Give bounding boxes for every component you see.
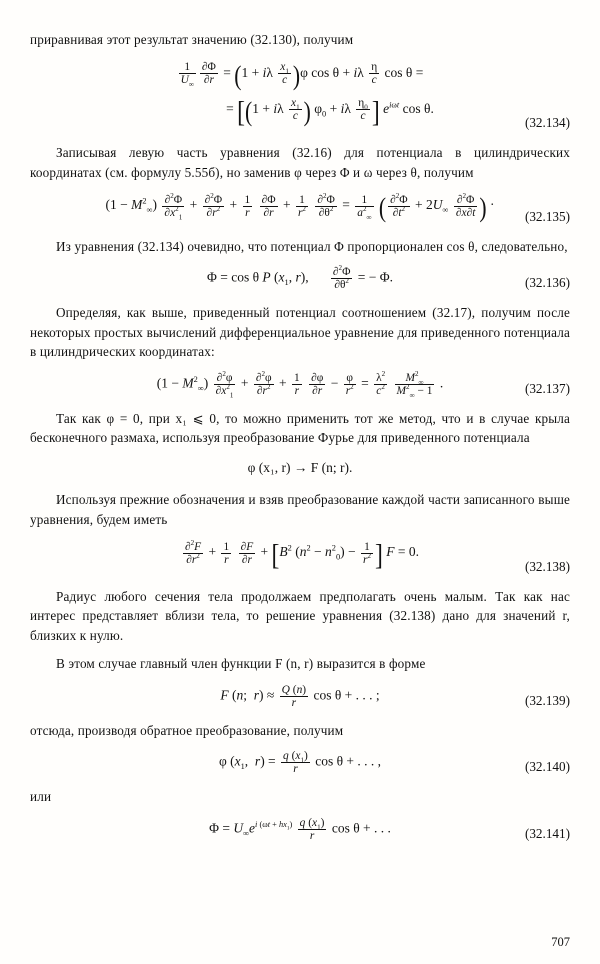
equation-32-140 (30, 750, 570, 775)
equation-32-139-number: (32.139) (524, 692, 570, 708)
equation-32-135-number: (32.135) (524, 208, 570, 224)
page-number: 707 (551, 935, 570, 949)
equation-32-137-body: $(1 - M^2_\infty)$ $\frac{\partial^2\varphi}{\partial x^2_1}$ + $\frac{\partial^2\varphi}{\partial r^2}$ + $\frac{1}{r}$ $\frac{\partial\varphi}{\partial r}$ − $\frac{\varphi}{r^2}$ = $\frac{\lambda^2}{c^2}$ $\frac{M^2_\infty}{M^2_\infty - 1}$ . (156, 370, 444, 400)
equation-32-134-body (30, 60, 570, 132)
equation-32-140-number: (32.140) (524, 759, 570, 775)
equation-32-137 (30, 370, 570, 400)
paragraph-6: Используя прежние обозначения и взяв преобразование каждой части записанного выше уравнения, будем иметь (30, 492, 570, 527)
paragraph-4: Определяя, как выше, приведенный потенциал соотношением (32.17), получим после некоторых простых вычислений дифференциальное уравнение для приведенного потенциала в цилиндрических координатах: (30, 305, 570, 360)
equation-32-134-number: (32.134) (524, 115, 570, 131)
equation-32-141-number: (32.141) (524, 825, 570, 841)
equation-fourier-transform-body: φ (x₁, r) → F (n; r). (247, 459, 353, 475)
equation-32-136 (30, 266, 570, 291)
equation-32-139 (30, 684, 570, 709)
equation-32-140-body: φ ($x_1$, r) = $\frac{q (x_1)}{r}$ cos θ + . . . , (218, 750, 382, 776)
paragraph-2: Записывая левую часть уравнения (32.16) для потенциала в цилиндрических координатах (см. формулу 5.55б), но заменив φ через Φ и ω через θ, получим (30, 145, 570, 180)
equation-32-138 (30, 539, 570, 574)
paragraph-7: Радиус любого сечения тела продолжаем предполагать очень малым. Так как нас интерес представляет вблизи тела, то решение уравнения (32.138) дано для значений r, близких к нулю. (30, 588, 570, 643)
paragraph-1: приравнивая этот результат значению (32.130), получим (30, 32, 354, 47)
equation-32-135-body: $(1 - M^2_\infty)$ $\frac{\partial^2\Phi}{\partial x^2_1}$ + $\frac{\partial^2\Phi}{\partial r^2}$ + $\frac{1}{r}$ $\frac{\partial\Phi}{\partial r}$ + $\frac{1}{r^2}$ $\frac{\partial^2\Phi}{\partial\theta^2}$ = $\frac{1}{a^2_\infty}$ ( $\frac{\partial^2\Phi}{\partial t^2}$ + $2U_\infty$ $\frac{\partial^2\Phi}{\partial x\partial t}$ ) · (105, 192, 495, 224)
equation-32-136-body: Φ = cos θ P ($x_1$, r), $\frac{\partial^2\Phi}{\partial\theta^2}$ = − Φ. (206, 264, 394, 292)
equation-32-139-body: F (n; r) ≈ $\frac{Q (n)}{r}$ cos θ + . . . ; (220, 683, 380, 709)
paragraph-9: отсюда, производя обратное преобразование, получим (30, 722, 344, 738)
equation-32-137-number: (32.137) (524, 380, 570, 396)
equation-32-141 (30, 817, 570, 842)
paragraph-3: Из уравнения (32.134) очевидно, что потенциал Φ пропорционален cos θ, следовательно, (56, 238, 568, 254)
equation-32-141-body: $\Phi = U_\infty e^{i (\omega t + hx_1)}$ $\frac{q (x_1)}{r}$ cos θ + . . . (209, 816, 391, 842)
equation-32-134-line-2: = [(1 + iλ $\frac{x_1}{c}$ ) $\varphi_0 + i\lambda$ $\frac{\eta_0}{c}$ ] $e^{i\omega t}$ cos θ. (226, 96, 434, 130)
paragraph-8: В этом случае главный член функции F (n, r) выразится в форме (56, 656, 426, 672)
equation-32-135 (30, 192, 570, 224)
paragraph-5: Так как φ = 0, при x₁ ⩽ 0, то можно применить тот же метод, что и в случае крыла бесконечного размаха, используя преобразование Фурье для приведенного потенциала (30, 410, 570, 446)
equation-32-134-line-1: $\frac{1}{U_\infty}$ $\frac{\partial\Phi}{\partial r}$ = (1 + iλ $\frac{x_1}{c}$ )φ cos θ + iλ $\frac{\eta}{c}$ cos θ = (180, 60, 424, 91)
equation-32-138-number: (32.138) (524, 558, 570, 574)
equation-fourier-transform (30, 458, 570, 478)
equation-32-138-body: $\frac{\partial^2F}{\partial r^2}$ + $\frac{1}{r}$ $\frac{\partial F}{\partial r}$ + [$B^2$ $(n^2 - n^2_0)$ − $\frac{1}{r^2}$ ] F = 0. (184, 538, 420, 573)
equation-32-136-number: (32.136) (524, 275, 570, 291)
equation-32-134 (30, 60, 570, 132)
paragraph-10: или (30, 789, 52, 805)
